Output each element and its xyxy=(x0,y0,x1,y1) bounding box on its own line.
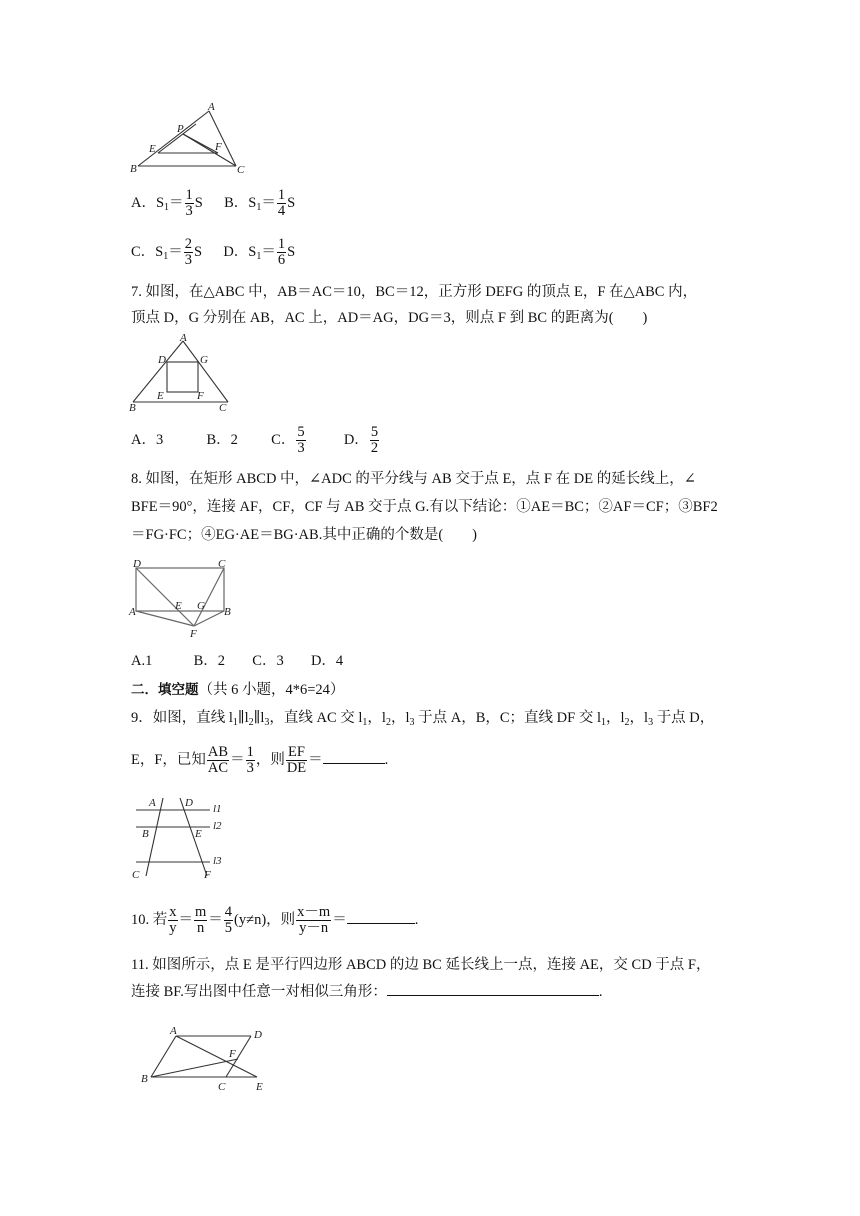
q9-f2-num: 1 xyxy=(246,744,254,760)
q6-opt-b-eq: ＝ xyxy=(261,194,276,211)
q6-options-row1 xyxy=(131,188,295,219)
q11-label-c: C xyxy=(218,1081,226,1093)
q7-opt-c-pre: C． xyxy=(271,431,296,448)
q9-label-d: D xyxy=(185,797,193,809)
q9-s4: 1 xyxy=(362,717,368,728)
q11-answer-blank[interactable] xyxy=(387,994,599,996)
q7-opt-d-pre: D． xyxy=(343,431,369,448)
q9-t9: ，l xyxy=(629,710,649,726)
q7-option-a[interactable]: A．3 xyxy=(131,431,164,448)
q9-label-l3: l3 xyxy=(213,855,222,867)
q9-s1: 1 xyxy=(232,717,238,728)
q6-opt-a-fraction xyxy=(185,188,194,219)
q7-opt-d-den: 2 xyxy=(370,440,379,456)
q6-opt-c-sub: 1 xyxy=(163,250,169,262)
q6-label-c: C xyxy=(237,164,245,176)
q10-eq2: ＝ xyxy=(208,911,223,928)
q10-cond: (y≠n)，则 xyxy=(234,911,296,928)
q7-opt-d-fraction xyxy=(370,425,379,456)
q9-t5: ，l xyxy=(367,710,386,726)
q11-l2-end: . xyxy=(598,984,603,1000)
q9-l2-pre: E，F，已知 xyxy=(131,751,206,768)
q10-f4-num: x－m xyxy=(297,904,331,920)
section-2-note: （共 6 小题，4*6=24） xyxy=(198,682,345,698)
q10-pre: 10. 若 xyxy=(131,911,168,928)
q8-label-c: C xyxy=(218,558,226,570)
q11-label-d: D xyxy=(254,1029,262,1041)
q9-f3-num: EF xyxy=(286,745,307,761)
q6-opt-a-num: 1 xyxy=(185,187,193,203)
q9-t10: 于点 D， xyxy=(653,710,715,726)
q9-f1-den: AC xyxy=(207,760,229,776)
q7-label-g: G xyxy=(200,354,208,366)
q11-parallelogram-figure xyxy=(136,1020,276,1095)
q10-f4-den: y－n xyxy=(299,920,329,936)
q10-fraction-m-n xyxy=(194,905,207,936)
q8-label-g: G xyxy=(197,600,205,612)
q6-opt-b-sub: 1 xyxy=(256,201,262,213)
q7-option-b[interactable]: B．2 xyxy=(206,431,238,448)
q7-label-e: E xyxy=(157,390,164,402)
q10-f1-num: x xyxy=(169,904,177,920)
q9-t1: 9．如图，直线 l xyxy=(131,710,233,726)
q6-option-b[interactable] xyxy=(224,187,296,219)
q10-fraction-4-5 xyxy=(224,905,233,936)
q9-l2-then: ，则 xyxy=(255,751,285,768)
q10-f2-den: n xyxy=(197,920,205,936)
q9-t6: ，l xyxy=(390,710,410,726)
q8-text-line1: 8. 如图，在矩形 ABCD 中，∠ADC 的平分线与 AB 交于点 E，点 F 在 DE 的延长线上，∠ xyxy=(131,471,696,487)
q9-s7: 1 xyxy=(601,717,606,728)
q9-s3: 3 xyxy=(264,717,270,728)
q9-s2: 2 xyxy=(248,717,254,728)
q6-option-c[interactable] xyxy=(131,236,203,268)
q6-label-p: P xyxy=(177,123,184,135)
q6-opt-b-pre: B．S xyxy=(224,194,257,211)
q10-eq1: ＝ xyxy=(178,911,193,928)
q7-opt-c-fraction xyxy=(296,425,305,456)
q10-fraction-xm-yn xyxy=(296,905,331,936)
q9-fraction-1-3 xyxy=(246,745,255,776)
q9-label-l1: l1 xyxy=(213,803,222,815)
q9-text-line2 xyxy=(131,745,388,776)
q7-label-c: C xyxy=(219,402,227,413)
q9-s6: 3 xyxy=(409,717,415,728)
q7-label-a: A xyxy=(180,333,187,344)
q6-opt-b-fraction xyxy=(277,188,286,219)
q8-options xyxy=(131,651,343,671)
q9-parallel-lines-figure xyxy=(128,792,238,882)
q7-option-c[interactable] xyxy=(271,424,306,456)
q11-text-line1: 11. 如图所示，点 E 是平行四边形 ABCD 的边 BC 延长线上一点，连接 AE，交 CD 于点 F， xyxy=(131,957,711,973)
q9-l2-eq: ＝ xyxy=(230,751,245,768)
q9-label-b: B xyxy=(142,828,149,840)
q10-fraction-x-y xyxy=(168,905,177,936)
q10-text xyxy=(131,905,418,936)
q9-t2: ∥l xyxy=(237,710,249,726)
q6-triangle-figure xyxy=(128,100,253,180)
q6-opt-c-pre: C．S xyxy=(131,243,164,260)
q10-f3-den: 5 xyxy=(224,920,233,936)
q6-opt-b-num: 1 xyxy=(277,187,286,203)
q6-opt-a-pre: A．S xyxy=(131,194,165,211)
q7-option-d[interactable] xyxy=(343,424,380,456)
q6-opt-c-den: 3 xyxy=(184,252,192,268)
q6-opt-c-eq: ＝ xyxy=(168,243,183,260)
q6-opt-b-den: 4 xyxy=(277,203,286,219)
q7-text-line1: 7. 如图，在△ABC 中，AB＝AC＝10，BC＝12，正方形 DEFG 的顶点 E，F 在△ABC 内， xyxy=(131,284,698,300)
q6-opt-a-sub: 1 xyxy=(164,201,170,213)
q6-opt-d-sub: 1 xyxy=(256,250,262,262)
q6-opt-b-post: S xyxy=(287,194,296,211)
q6-opt-d-pre: D．S xyxy=(223,243,257,260)
q9-s8: 2 xyxy=(624,717,630,728)
q9-s5: 2 xyxy=(385,717,391,728)
q6-opt-d-eq: ＝ xyxy=(261,243,276,260)
q7-opt-c-den: 3 xyxy=(297,440,305,456)
q6-opt-d-fraction xyxy=(277,237,286,268)
q6-label-a: A xyxy=(208,101,215,113)
q6-options-row2 xyxy=(131,237,295,268)
q6-option-d[interactable] xyxy=(223,236,296,268)
q9-fraction-ab-ac xyxy=(207,745,229,776)
q9-t4: ，直线 AC 交 l xyxy=(269,710,363,726)
q9-text-line1 xyxy=(131,708,714,733)
q6-opt-d-den: 6 xyxy=(277,252,286,268)
q9-label-e: E xyxy=(195,828,202,840)
q7-opt-d-num: 5 xyxy=(370,424,379,440)
q6-opt-a-post: S xyxy=(194,194,203,211)
q8-option-d[interactable]: D．4 xyxy=(310,653,344,669)
q7-options xyxy=(131,425,380,456)
q6-opt-c-num: 2 xyxy=(184,236,192,252)
q6-opt-c-fraction xyxy=(184,237,193,268)
q6-label-b: B xyxy=(130,163,137,175)
q6-opt-c-post: S xyxy=(194,243,203,260)
q6-opt-d-post: S xyxy=(287,243,296,260)
q9-s9: 3 xyxy=(648,717,654,728)
q8-option-b[interactable]: B．2 xyxy=(193,653,226,669)
q11-label-f: F xyxy=(229,1048,236,1060)
q9-l2-eq2: ＝ xyxy=(308,751,323,768)
q8-text-line2: BFE＝90°，连接 AF，CF，CF 与 AB 交于点 G.有以下结论：①AE＝BC；②AF＝CF；③BF2 xyxy=(131,499,718,515)
q6-label-e: E xyxy=(149,143,156,155)
q9-f2-den: 3 xyxy=(246,760,254,776)
q9-t8: ，l xyxy=(606,710,625,726)
q9-l2-end: . xyxy=(384,751,389,768)
q8-text-line3: ＝FG·FC；④EG·AE＝BG·AB.其中正确的个数是( ) xyxy=(131,527,477,543)
q9-label-a: A xyxy=(149,797,156,809)
q10-f3-num: 4 xyxy=(224,904,233,920)
section-2-heading xyxy=(131,680,344,700)
q7-text-line2: 顶点 D，G 分别在 AB，AC 上，AD＝AG，DG＝3，则点 F 到 BC 的距离为( ) xyxy=(131,310,648,326)
q9-label-c: C xyxy=(132,869,140,881)
q10-f2-num: m xyxy=(195,904,207,920)
q8-label-a: A xyxy=(129,606,136,618)
q8-label-f: F xyxy=(190,628,197,640)
q9-t7: 于点 A，B，C；直线 DF 交 l xyxy=(414,710,601,726)
q11-label-a: A xyxy=(170,1025,177,1037)
section-2-title: 二．填空题 xyxy=(131,682,199,698)
q10-eq3: ＝ xyxy=(332,911,347,928)
q8-label-e: E xyxy=(175,600,182,612)
q8-label-d: D xyxy=(133,558,141,570)
q8-option-c[interactable]: C．3 xyxy=(252,653,284,669)
q9-t3: ∥l xyxy=(253,710,265,726)
q7-label-b: B xyxy=(129,402,136,413)
q10-answer-blank[interactable] xyxy=(347,922,415,924)
q8-rectangle-figure xyxy=(128,557,243,642)
q11-label-b: B xyxy=(141,1073,148,1085)
q10-f1-den: y xyxy=(169,920,177,936)
q9-fraction-ef-de xyxy=(286,745,307,776)
q10-end: . xyxy=(414,911,419,928)
q8-label-b: B xyxy=(224,606,231,618)
q7-triangle-square-figure xyxy=(128,333,238,413)
q9-label-l2: l2 xyxy=(213,820,222,832)
q11-l2-text: 连接 BF.写出图中任意一对相似三角形： xyxy=(131,984,387,1000)
q6-opt-a-eq: ＝ xyxy=(169,194,184,211)
q9-label-f: F xyxy=(204,869,211,881)
q6-opt-a-den: 3 xyxy=(185,203,193,219)
q7-label-f: F xyxy=(197,390,204,402)
q7-label-d: D xyxy=(158,354,166,366)
q9-answer-blank[interactable] xyxy=(323,762,385,764)
q11-text-line2 xyxy=(131,982,602,1002)
q7-opt-c-num: 5 xyxy=(297,424,305,440)
q9-f1-num: AB xyxy=(207,744,229,760)
q8-option-a[interactable]: A.1 xyxy=(131,653,153,669)
q11-label-e: E xyxy=(256,1081,263,1093)
q9-f3-den: DE xyxy=(286,760,307,776)
q6-opt-d-num: 1 xyxy=(277,236,286,252)
q6-option-a[interactable] xyxy=(131,187,203,219)
q6-label-f: F xyxy=(215,141,222,153)
